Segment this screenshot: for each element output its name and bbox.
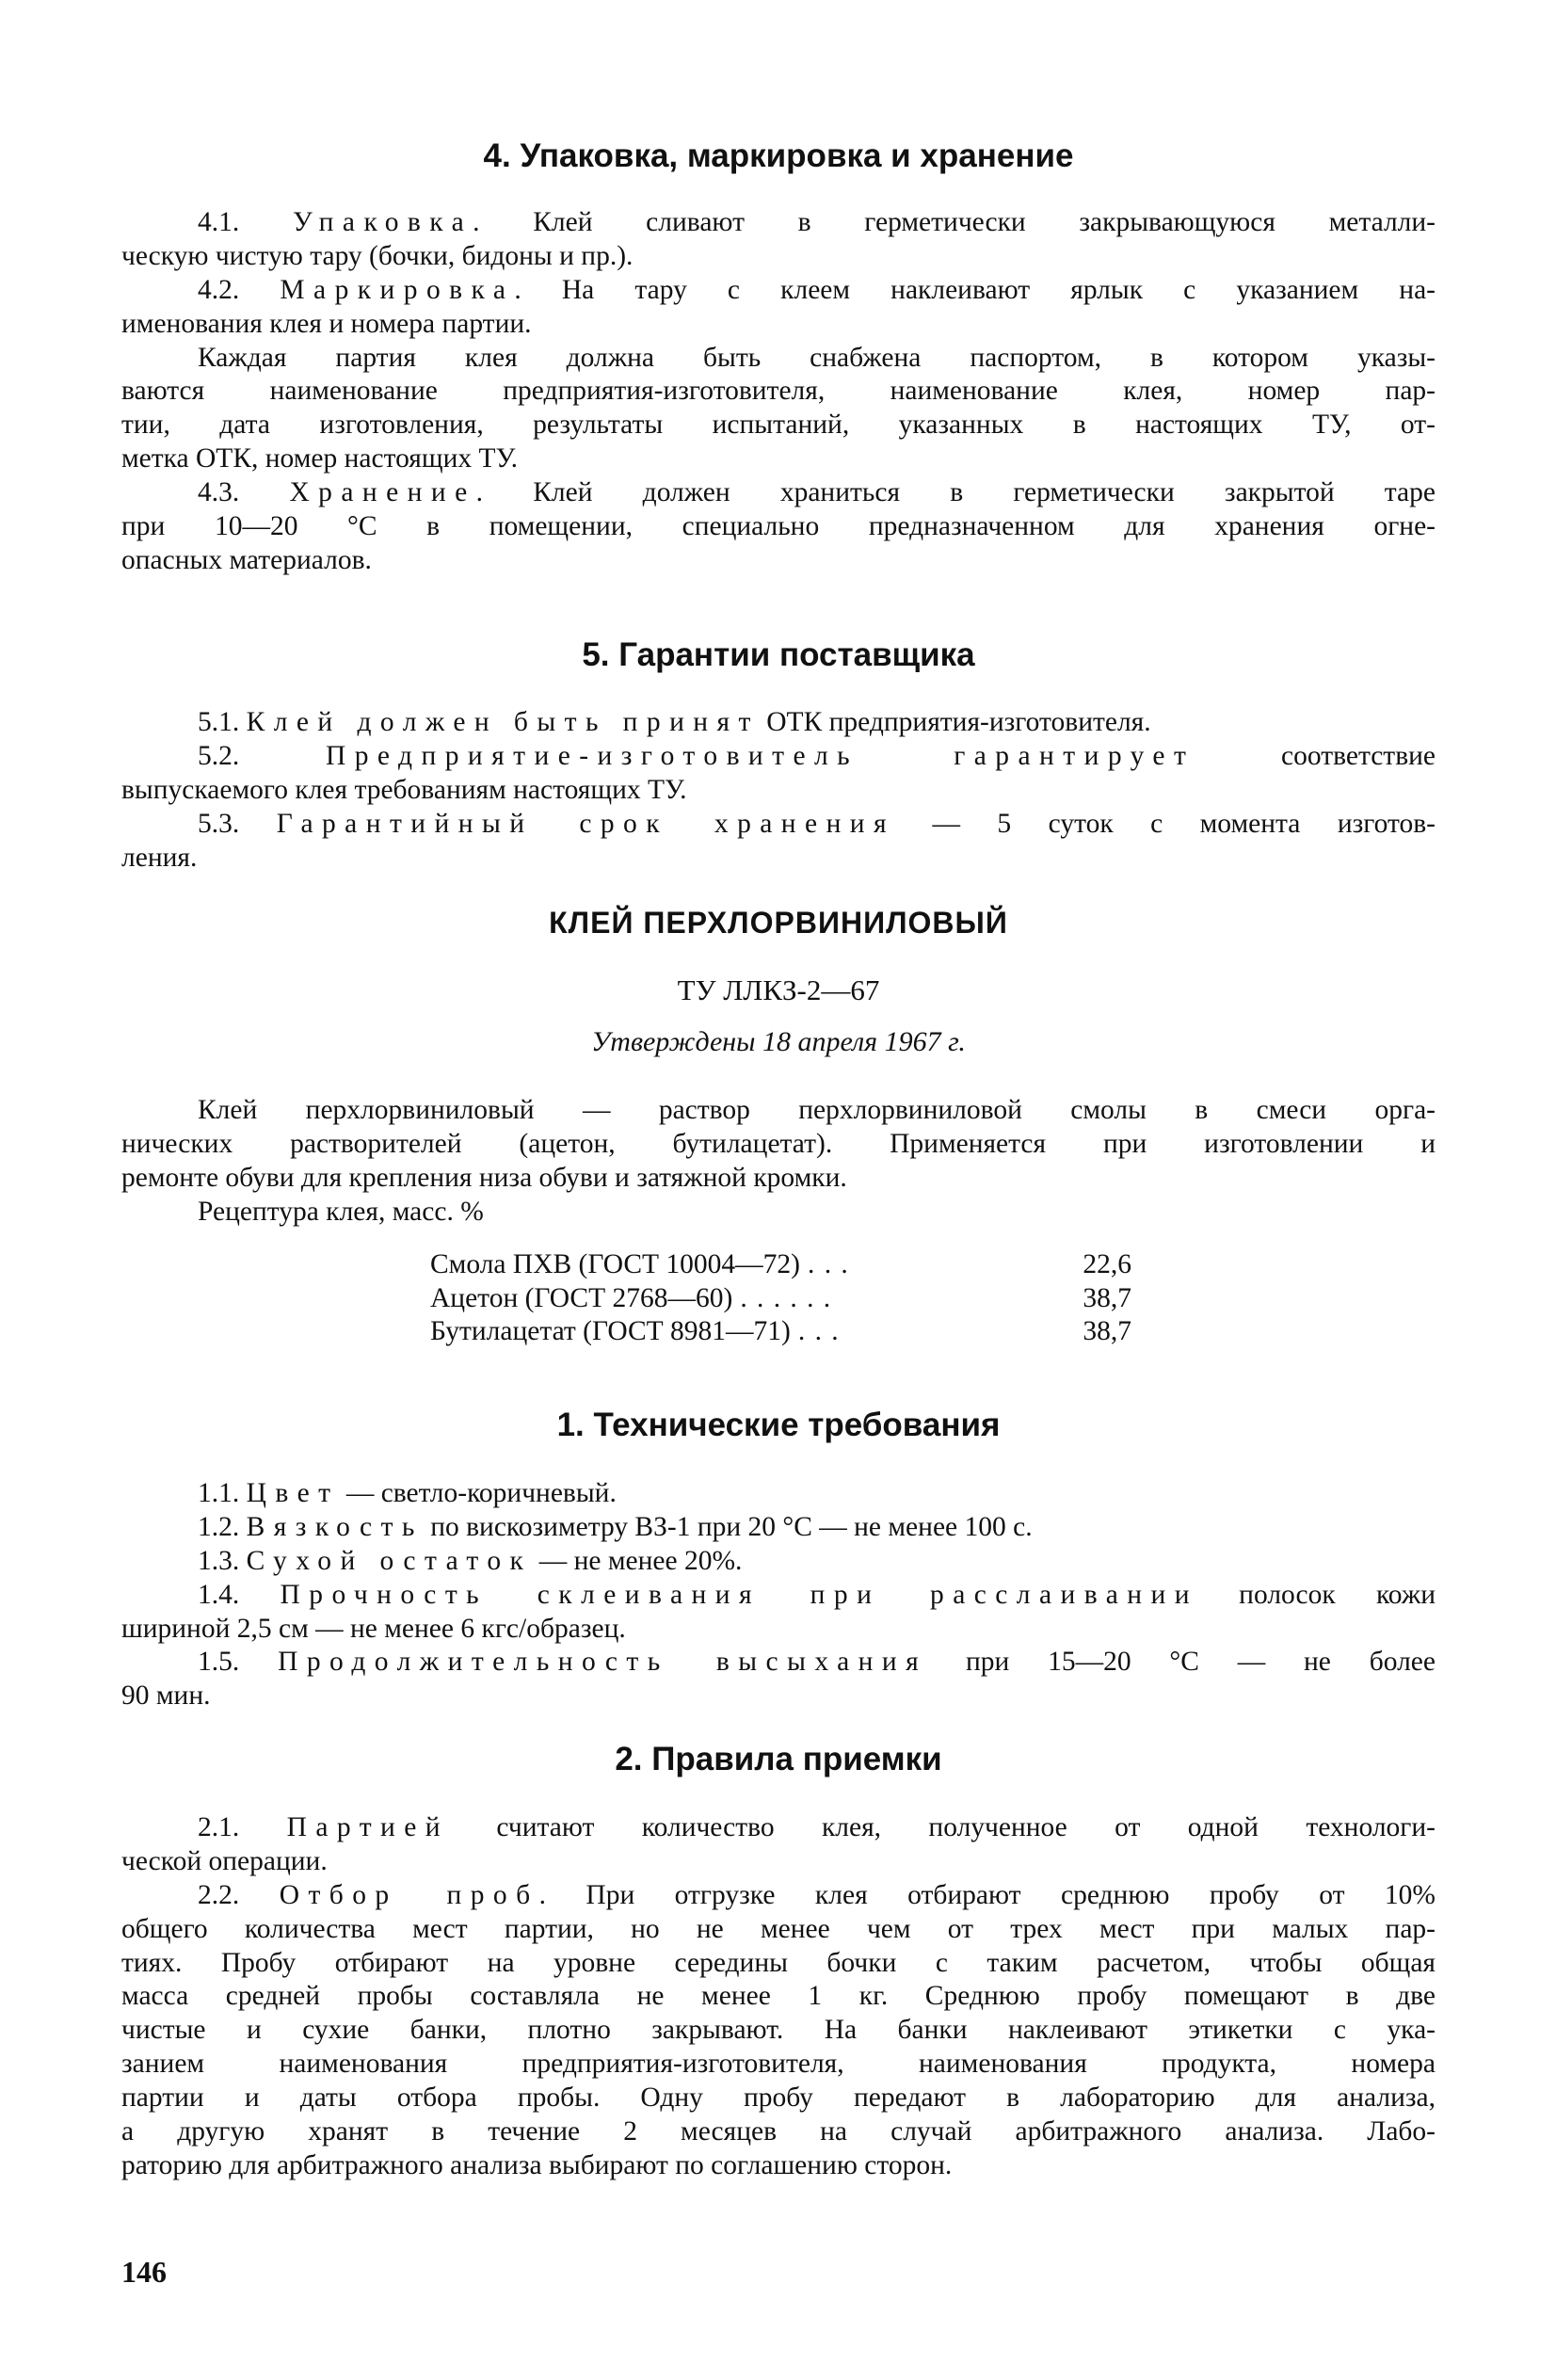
spec-number: ТУ ЛЛКЗ-2—67 — [677, 973, 880, 1006]
paragraph — [121, 1196, 1436, 1230]
text-segment: опасных материалов. — [121, 544, 372, 575]
section-4-heading: 4. Упаковка, маркировка и хранение — [483, 137, 1074, 174]
paragraph — [121, 1646, 1436, 1713]
text-line — [121, 1879, 1436, 1913]
text-segment: 4.2. — [198, 274, 281, 305]
text-segment: . Клей сливают в герметически закрывающуюся металли- — [473, 207, 1436, 237]
paragraph — [121, 1811, 1436, 1879]
text-line — [121, 274, 1436, 308]
paragraph — [121, 808, 1436, 876]
page-number: 146 — [121, 2255, 167, 2289]
text-line — [121, 409, 1436, 442]
recipe-table — [430, 1248, 1131, 1349]
leader-dots: ... — [808, 1249, 858, 1279]
text-line — [121, 774, 1436, 808]
text-segment: 90 мин. — [121, 1680, 211, 1712]
text-segment: Рецептура клея, масс. % — [198, 1196, 484, 1227]
paragraph — [121, 706, 1436, 740]
recipe-row — [430, 1282, 1131, 1316]
text-line — [121, 2014, 1436, 2048]
text-line — [121, 1811, 1436, 1845]
spaced-term: Упаковка — [292, 207, 473, 237]
text-line — [121, 1545, 1436, 1579]
spaced-term: Сухой остаток — [246, 1545, 533, 1576]
text-line — [121, 706, 1436, 740]
paragraph — [121, 476, 1436, 578]
text-segment: тиях. Пробу отбирают на уровне середины бочки с таким расчетом, чтобы общая — [121, 1947, 1436, 1978]
text-segment: раторию для арбитражного анализа выбирают по соглашению сторон. — [121, 2149, 953, 2180]
text-line — [121, 1511, 1436, 1545]
text-line — [121, 1128, 1436, 1162]
text-line — [121, 808, 1436, 842]
paragraph — [121, 1879, 1436, 2183]
text-line — [121, 1196, 1436, 1230]
text-segment: при 10—20 °С в помещении, специально предназначенном для хранения огне- — [121, 511, 1436, 542]
text-segment: . На тару с клеем наклеивают ярлык с указанием на- — [514, 274, 1436, 305]
recipe-row — [430, 1248, 1131, 1282]
recipe-percent: 38,7 — [1083, 1316, 1131, 1346]
text-line — [121, 2082, 1436, 2115]
spaced-term: Цвет — [246, 1478, 340, 1508]
text-segment: 5.3. — [198, 808, 277, 839]
spaced-term: Вязкость — [246, 1511, 424, 1542]
text-segment: 1.2. — [198, 1511, 247, 1542]
text-segment: полосок кожи — [1197, 1579, 1436, 1610]
text-segment: метка ОТК, номер настоящих ТУ. — [121, 443, 518, 474]
text-segment: — светло-коричневый. — [339, 1478, 617, 1508]
text-line — [121, 510, 1436, 544]
leader-dots: ...... — [740, 1282, 841, 1313]
paragraph — [121, 1579, 1436, 1647]
text-segment: масса средней пробы составляла не менее 1 кг. Среднюю пробу помещают в две — [121, 1981, 1436, 2012]
text-line — [121, 1680, 1436, 1713]
text-segment: 1.1. — [198, 1478, 247, 1508]
text-segment: — 5 суток с момента изготов- — [895, 808, 1436, 839]
recipe-row — [430, 1315, 1131, 1349]
text-segment: по вискозиметру ВЗ-1 при 20 °С — не менее 100 с. — [423, 1511, 1033, 1542]
recipe-percent: 38,7 — [1083, 1282, 1131, 1313]
spaced-term: Хранение — [289, 477, 476, 508]
spaced-term: Отбор проб — [279, 1879, 539, 1910]
section-5-body — [121, 706, 1436, 875]
text-line — [121, 308, 1436, 342]
text-line — [121, 1613, 1436, 1647]
section-4-body — [121, 206, 1436, 578]
recipe-component: Бутилацетат (ГОСТ 8981—71) — [430, 1316, 791, 1346]
text-segment: Каждая партия клея должна быть снабжена паспортом, в котором указы- — [198, 342, 1436, 373]
text-line — [121, 1094, 1436, 1128]
text-line — [121, 842, 1436, 876]
text-segment: общего количества мест партии, но не менее чем от трех мест при малых пар- — [121, 1913, 1436, 1944]
spaced-term: Маркировка — [280, 274, 515, 305]
text-segment: . Клей должен храниться в герметически закрытой таре — [475, 477, 1436, 508]
text-segment: шириной 2,5 см — не менее 6 кгс/образец. — [121, 1613, 626, 1644]
paragraph — [121, 1545, 1436, 1579]
text-line — [121, 1646, 1436, 1680]
text-segment: при 15—20 °С — не более — [927, 1647, 1436, 1678]
product-intro — [121, 1094, 1436, 1230]
text-segment: 5.1. — [198, 707, 247, 737]
text-line — [121, 740, 1436, 774]
paragraph — [121, 206, 1436, 274]
text-line — [121, 240, 1436, 274]
text-segment: ремонте обуви для крепления низа обуви и затяжной кромки. — [121, 1162, 847, 1193]
paragraph — [121, 342, 1436, 477]
text-segment: 5.2. — [198, 740, 326, 771]
text-segment: 4.3. — [198, 477, 290, 508]
spaced-term: Предприятие-изготовитель гарантирует — [325, 740, 1195, 771]
section-2-heading: 2. Правила приемки — [615, 1741, 942, 1777]
text-line — [121, 375, 1436, 409]
recipe-percent: 22,6 — [1083, 1249, 1131, 1279]
text-segment: . При отгрузке клея отбирают среднюю пробу от 10% — [538, 1879, 1436, 1910]
text-segment: ческую чистую тару (бочки, бидоны и пр.). — [121, 240, 634, 271]
text-line — [121, 2048, 1436, 2082]
text-segment: выпускаемого клея требованиям настоящих ТУ. — [121, 774, 687, 805]
text-line — [121, 1162, 1436, 1196]
text-segment: именования клея и номера партии. — [121, 308, 532, 339]
spaced-term: Гарантийный срок хранения — [276, 808, 896, 839]
text-segment: а другую хранят в течение 2 месяцев на случай арбитражного анализа. Лабо- — [121, 2116, 1436, 2147]
spaced-term: Продолжительность высыхания — [278, 1647, 928, 1678]
text-line — [121, 476, 1436, 510]
text-segment: Клей перхлорвиниловый — раствор перхлорвиниловой смолы в смеси орга- — [198, 1095, 1436, 1125]
text-segment: 2.2. — [198, 1879, 280, 1910]
text-segment: чистые и сухие банки, плотно закрывают. На банки наклеивают этикетки с ука- — [121, 2015, 1436, 2046]
section-1-body — [121, 1477, 1436, 1713]
text-line — [121, 1477, 1436, 1511]
text-segment: партии и даты отбора пробы. Одну пробу передают в лабораторию для анализа, — [121, 2082, 1436, 2114]
spaced-term: Прочность склеивания при расслаивании — [280, 1579, 1198, 1610]
text-segment: 1.3. — [198, 1545, 247, 1576]
text-line — [121, 1579, 1436, 1613]
text-segment: считают количество клея, полученное от одной технологи- — [449, 1812, 1436, 1842]
recipe-component: Ацетон (ГОСТ 2768—60) — [430, 1282, 733, 1313]
approval-date: Утверждены 18 апреля 1967 г. — [591, 1026, 966, 1057]
recipe-component: Смола ПХВ (ГОСТ 10004—72) — [430, 1249, 801, 1279]
product-title: КЛЕЙ ПЕРХЛОРВИНИЛОВЫЙ — [549, 906, 1008, 940]
paragraph — [121, 274, 1436, 342]
text-line — [121, 1845, 1436, 1879]
paragraph — [121, 1477, 1436, 1511]
leader-dots: ... — [797, 1316, 848, 1346]
text-line — [121, 1947, 1436, 1981]
text-line — [121, 1913, 1436, 1947]
text-line — [121, 544, 1436, 578]
text-line — [121, 2115, 1436, 2149]
text-line — [121, 206, 1436, 240]
spaced-term: Клей должен быть принят — [246, 707, 760, 737]
text-segment: ваются наименование предприятия-изготовителя, наименование клея, номер пар- — [121, 376, 1436, 407]
text-segment: нических растворителей (ацетон, бутилацетат). Применяется при изготовлении и — [121, 1128, 1436, 1159]
text-segment: 1.4. — [198, 1579, 281, 1610]
text-segment: тии, дата изготовления, результаты испытаний, указанных в настоящих ТУ, от- — [121, 410, 1436, 441]
text-segment: 2.1. — [198, 1812, 287, 1842]
paragraph — [121, 1511, 1436, 1545]
text-line — [121, 342, 1436, 376]
text-segment: 1.5. — [198, 1647, 279, 1678]
section-1-heading: 1. Технические требования — [556, 1407, 1001, 1443]
text-segment: — не менее 20%. — [532, 1545, 743, 1576]
text-segment: ческой операции. — [121, 1845, 328, 1876]
text-segment: ОТК предприятия-изготовителя. — [759, 707, 1151, 737]
paragraph — [121, 1094, 1436, 1196]
text-segment: 4.1. — [198, 207, 293, 237]
text-line — [121, 442, 1436, 476]
paragraph — [121, 740, 1436, 808]
section-5-heading: 5. Гарантии поставщика — [582, 636, 975, 673]
text-segment: ления. — [121, 842, 198, 873]
spaced-term: Партией — [286, 1812, 450, 1842]
text-line — [121, 1980, 1436, 2014]
text-line — [121, 2149, 1436, 2183]
text-segment: соответствие — [1195, 740, 1436, 771]
text-segment: занием наименования предприятия-изготовителя, наименования продукта, номера — [121, 2049, 1436, 2080]
section-2-body — [121, 1811, 1436, 2183]
